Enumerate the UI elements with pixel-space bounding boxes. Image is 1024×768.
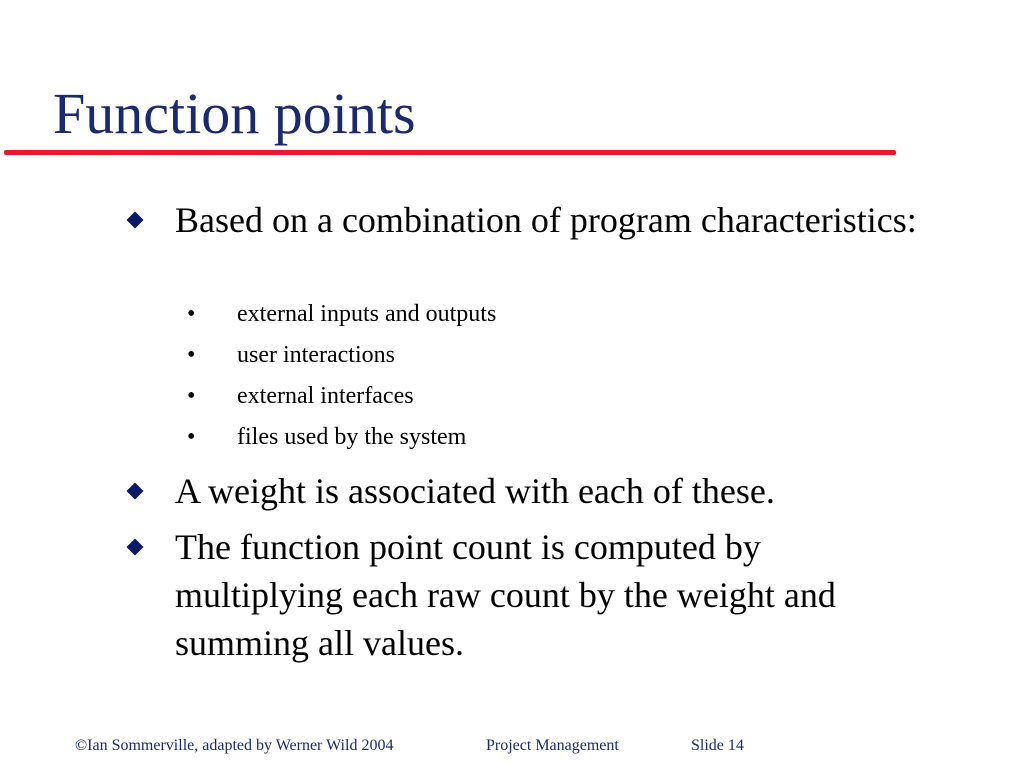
footer-copyright: ©Ian Sommerville, adapted by Werner Wild 2004: [75, 737, 394, 754]
footer-section: Project Management: [486, 737, 619, 754]
dot-bullet-icon: •: [187, 424, 196, 450]
diamond-bullet-icon: [127, 483, 143, 499]
dot-bullet-icon: •: [187, 342, 196, 368]
sub-item-2: user interactions: [237, 342, 395, 368]
sub-item-4: files used by the system: [237, 424, 467, 450]
dot-bullet-icon: •: [187, 301, 196, 327]
title-underline: [4, 150, 896, 155]
bullet-1: Based on a combination of program characteristics:: [175, 200, 917, 240]
diamond-bullet-icon: [127, 539, 143, 555]
diamond-bullet-icon: [127, 212, 143, 228]
dot-bullet-icon: •: [187, 383, 196, 409]
sub-item-3: external interfaces: [237, 383, 414, 409]
bullet-2: A weight is associated with each of these.: [175, 471, 775, 511]
sub-item-1: external inputs and outputs: [237, 301, 497, 327]
footer-slide-number: Slide 14: [691, 737, 744, 754]
bullet-3: The function point count is computed by multiplying each raw count by the weight and summing all values.: [175, 527, 836, 663]
slide-title: Function points: [53, 81, 416, 146]
